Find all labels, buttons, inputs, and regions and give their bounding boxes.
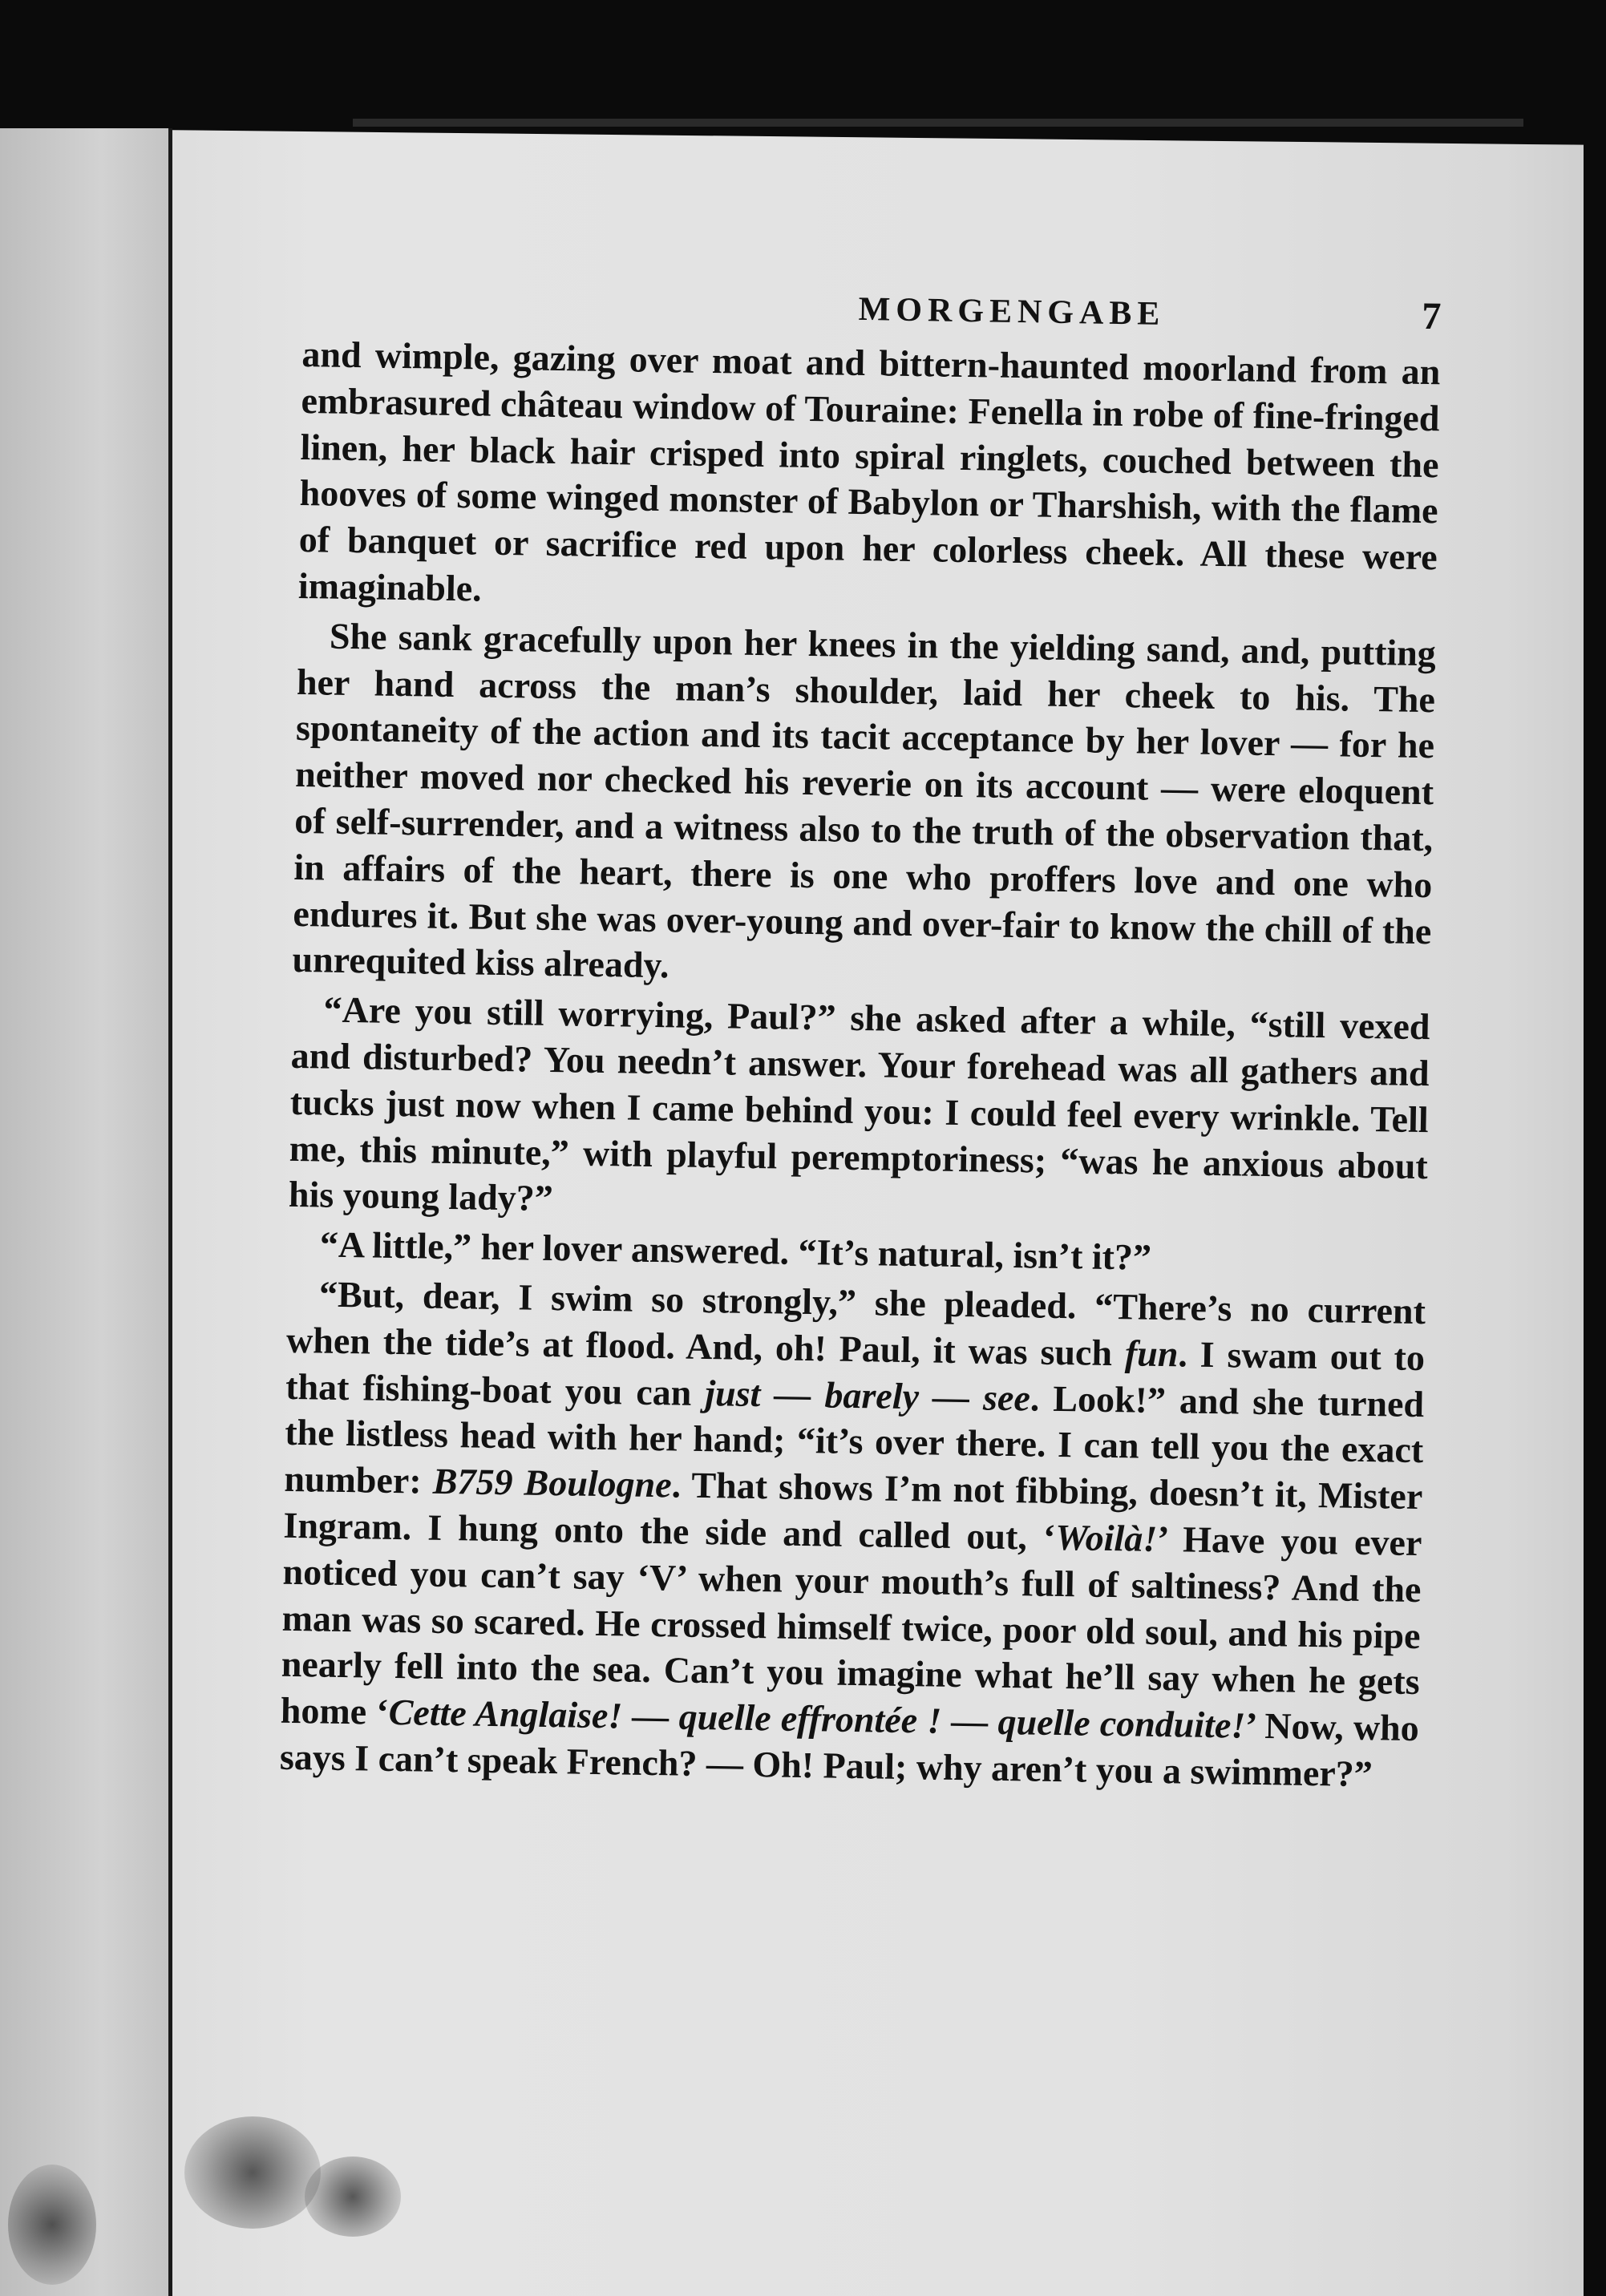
text-run: “Are you still worrying, Paul?” she asked after a while, “still vexed and disturbed? You needn’t answer. Your forehead was all gathers and tucks just now when I came behind you: I could feel every wrinkle. Tell me, this minute,” with playful peremptoriness; “was he anxious about his young lady?” (288, 988, 1430, 1219)
text-run: . I swam out to that fishing-boat you can (285, 1333, 1426, 1413)
page-top-edge (353, 119, 1523, 127)
running-title: MORGENGABE (858, 290, 1166, 333)
italic-text-run: just — barely — see (704, 1372, 1031, 1418)
text-run: ’ Now, who says I can’t speak French? — Oh! Paul; why aren’t you a swimmer?” (279, 1704, 1420, 1795)
text-run: and wimple, gazing over moat and bittern-haunted moorland from an embrasured château window of Touraine: Fenella in robe of fine-fringed linen, her black hair crisped into spiral ringlets, couched between the hooves of some winged monster of Babylon or Tharshish, with the flame of banquet or sacrifice red upon her colorless cheek. All these were imaginable. (297, 333, 1441, 609)
paragraph (289, 986, 1430, 1235)
text-run: . That shows I’m not fibbing, doesn’t it, Mister Ingram. I hung onto the side and called out, ‘ (283, 1464, 1423, 1558)
paragraph (292, 612, 1436, 1001)
ink-stain (8, 2165, 96, 2285)
ink-stain (305, 2157, 401, 2237)
text-run: ’ Have you ever noticed you can’t say ‘V’ when your mouth’s full of saltiness? And the man was so scared. He crossed himself twice, poor old soul, and his pipe nearly fell into the sea. Can’t you imagine what he’ll say when he gets home ‘ (280, 1518, 1422, 1733)
text-body (280, 331, 1441, 1798)
paragraph (297, 331, 1440, 627)
italic-text-run: Cette Anglaise! — quelle effrontée ! — quelle conduite! (388, 1692, 1246, 1746)
paragraph (280, 1271, 1426, 1798)
text-run: She sank gracefully upon her knees in the yielding sand, and, putting her hand across the man’s shoulder, laid her cheek to his. The spontaneity of the action and its tacit acceptance by her lover — for he neither moved nor checked his reverie on its account — were eloquent of self-surrender, and a witness also to the truth of the observation that, in affairs of the heart, there is one who proffers love and one who endures it. But she was over-young and over-fair to know the chill of the unrequited kiss already. (292, 615, 1437, 986)
text-run: “But, dear, I swim so strongly,” she pleaded. “There’s no current when the tide’s at flood. And, oh! Paul, it was such (285, 1273, 1426, 1373)
page-number: 7 (1421, 294, 1442, 338)
text-run: . Look!” and she turned the listless head with her hand; “it’s over there. I can tell you the exact number: (284, 1376, 1425, 1502)
binding-gutter (168, 128, 172, 2296)
facing-page-edge (0, 128, 168, 2296)
page-body (280, 277, 1442, 1798)
italic-text-run: fun (1124, 1332, 1179, 1375)
italic-text-run: B759 Boulogne (432, 1460, 673, 1506)
text-run: “A little,” her lover answered. “It’s natural, isn’t it?” (319, 1223, 1152, 1278)
italic-text-run: Woilà! (1054, 1516, 1158, 1559)
ink-stain (184, 2116, 321, 2229)
